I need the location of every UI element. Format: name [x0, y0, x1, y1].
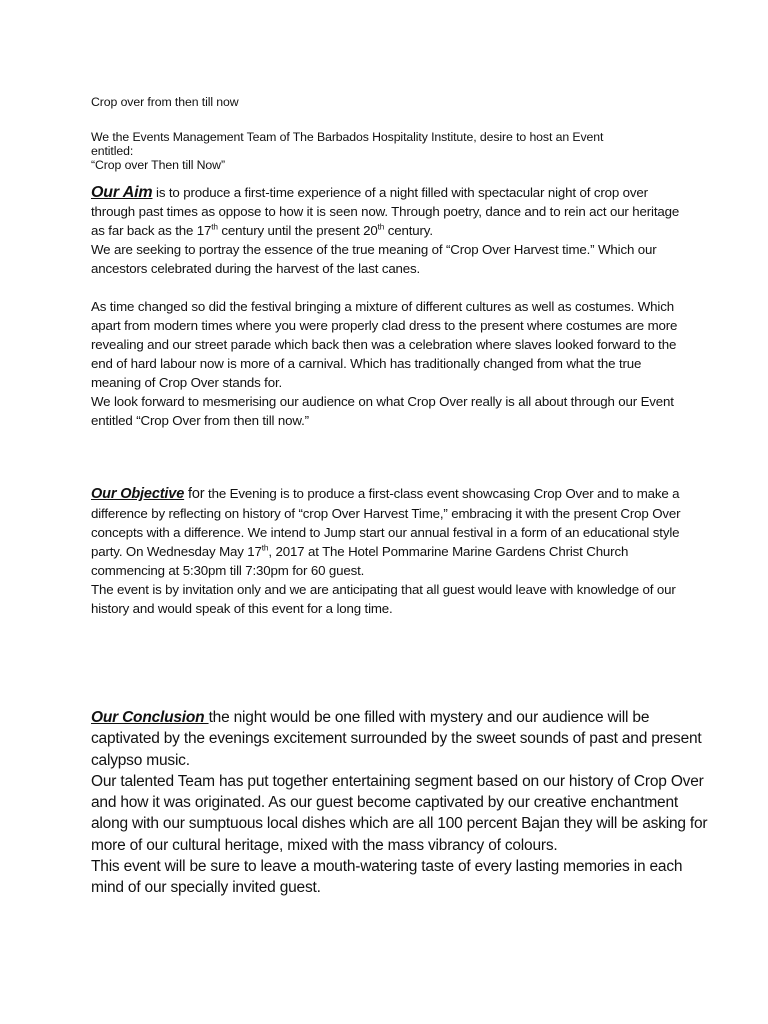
aim-paragraph: We look forward to mesmerising our audience on what Crop Over really is all about through our Event entitled “Crop Over from then till now.”: [91, 394, 674, 428]
aim-paragraph: As time changed so did the festival bringing a mixture of different cultures as well as costumes. Which apart from modern times where you were properly clad dress to the present where costumes are more revealing and our street parade which back then was a celebration where slaves looked forward to the end of hard labour now is more of a carnival. Which has traditionally changed from what the true meaning of Crop Over stands for.: [91, 299, 678, 390]
aim-text: is to produce a first-time experience of a night filled with spectacular night of crop over through past times as oppose to how it is seen now. Through poetry, dance and to rein act our heritage as far back as the 17: [91, 185, 680, 238]
objective-superscript: th: [261, 543, 269, 553]
objective-paragraph: [91, 484, 691, 580]
aim-section: [91, 183, 691, 430]
event-name: “Crop over Then till Now”: [91, 158, 225, 172]
document-title-text: Crop over from then till now: [91, 95, 239, 109]
objective-heading: Our Objective: [91, 486, 185, 502]
document-title: [91, 95, 691, 109]
conclusion-paragraph: Our talented Team has put together entertaining segment based on our history of Crop Over and how it was originated. As our guest become captivated by our creative enchantment along with our sumptuous local dishes which are all 100 percent Bajan they will be asking for more of our cultural heritage, mixed with the mass vibrancy of colours.: [91, 772, 708, 854]
objective-paragraph: The event is by invitation only and we are anticipating that all guest would leave with knowledge of our history and would speak of this event for a long time.: [91, 582, 676, 616]
aim-heading: Our Aim: [91, 184, 153, 201]
aim-text: century.: [384, 223, 433, 238]
intro-line: We the Events Management Team of The Barbados Hospitality Institute, desire to host an Event: [91, 130, 604, 144]
aim-paragraph: We are seeking to portray the essence of the true meaning of “Crop Over Harvest time.” Which our ancestors celebrated during the harvest of the last canes.: [91, 242, 657, 276]
objective-text: , 2017 at The Hotel Pommarine Marine Gardens Christ Church commencing at 5:30pm till 7:30pm for 60 guest.: [91, 544, 629, 578]
aim-superscript: th: [211, 222, 218, 232]
conclusion-paragraph: [91, 707, 711, 771]
aim-text: century until the present 20: [217, 223, 378, 238]
objective-section: [91, 484, 691, 618]
intro-block: [91, 130, 691, 172]
objective-text: the Evening is to produce a first-class event showcasing Crop Over and to make a difference by reflecting on history of “crop Over Harvest Time,” embracing it with the present Crop Over concepts with a difference. We intend to Jump start our annual festival in a form of an educational style party. On Wednesday May 17: [91, 486, 681, 559]
objective-lead-word: for: [184, 486, 205, 502]
conclusion-text: the night would be one filled with mystery and our audience will be captivated by the evenings excitement surrounded by the sweet sounds of past and present calypso music.: [91, 709, 702, 769]
aim-superscript: th: [377, 222, 385, 232]
conclusion-heading: Our Conclusion: [91, 709, 209, 726]
aim-paragraph: [91, 183, 691, 240]
conclusion-section: [91, 707, 711, 899]
intro-line: entitled:: [91, 144, 134, 158]
conclusion-paragraph: This event will be sure to leave a mouth-watering taste of every lasting memories in each mind of our specially invited guest.: [91, 858, 683, 897]
